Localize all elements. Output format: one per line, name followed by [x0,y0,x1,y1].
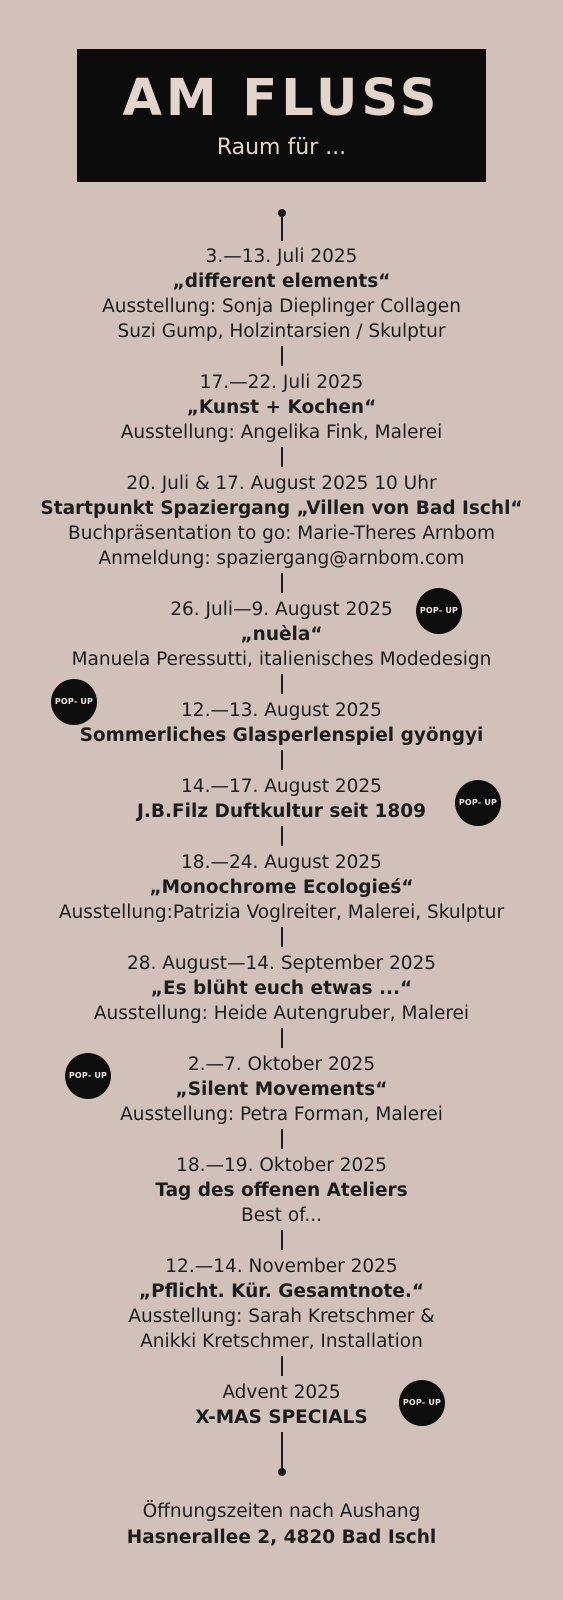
event-1-date: 3.—13. Juli 2025 [205,246,358,267]
event-9-line-1: Ausstellung: Petra Forman, Malerei [120,1104,443,1125]
event-9-title: „Silent Movements“ [175,1079,388,1100]
event-9-date: 2.—7. Oktober 2025 [187,1054,376,1075]
event-1-line-1: Ausstellung: Sonja Dieplinger Collagen [102,296,461,317]
event-7-title: „Monochrome Ecologieś“ [149,877,414,898]
event-1-title: „different elements“ [172,271,391,292]
popup-badge: POP- UP [416,588,462,634]
popup-badge: POP- UP [65,1053,111,1099]
event-12-date: Advent 2025 [222,1382,341,1403]
event-6-title: J.B.Filz Duftkultur seit 1809 [136,801,427,822]
event-3-line-1: Buchpräsentation to go: Marie-Theres Arnbom [68,523,495,544]
event-2-date: 17.—22. Juli 2025 [199,372,364,393]
address: Hasnerallee 2, 4820 Bad Ischl [126,1527,437,1548]
popup-badge: POP- UP [51,679,97,725]
event-7-date: 18.—24. August 2025 [181,852,382,873]
timeline-line [281,927,283,947]
event-5-date: 12.—13. August 2025 [181,700,382,721]
event-11-title: „Pflicht. Kür. Gesamtnote.“ [138,1281,425,1302]
event-8-date: 28. August—14. September 2025 [126,953,437,974]
header-banner [77,49,486,182]
event-2-line-1: Ausstellung: Angelika Fink, Malerei [120,422,443,443]
event-8-line-1: Ausstellung: Heide Autengruber, Malerei [93,1003,470,1024]
timeline-line [281,213,283,241]
popup-badge: POP- UP [455,780,501,826]
timeline-line [281,674,283,694]
page-subtitle: Raum für ... [216,135,347,160]
timeline-line [281,750,283,770]
event-3-title: Startpunkt Spaziergang „Villen von Bad Ischl“ [40,498,523,519]
timeline-line [281,346,283,366]
event-4-line-1: Manuela Peressutti, italienisches Modedesign [71,649,492,670]
opening-hours: Öffnungszeiten nach Aushang [142,1501,421,1522]
timeline-line [281,826,283,846]
timeline-end-dot [278,1468,286,1476]
event-11-line-2: Anikki Kretschmer, Installation [140,1331,423,1352]
event-6-date: 14.—17. August 2025 [181,776,382,797]
event-4-date: 26. Juli—9. August 2025 [170,599,393,620]
event-10-line-1: Best of... [241,1205,322,1226]
timeline-line [281,1432,283,1472]
timeline-line [281,1129,283,1149]
timeline-line [281,447,283,467]
page-title: AM FLUSS [122,69,441,128]
event-12-title: X-MAS SPECIALS [195,1407,368,1428]
event-8-title: „Es blüht euch etwas ...“ [150,978,413,999]
event-2-title: „Kunst + Kochen“ [186,397,377,418]
event-1-line-2: Suzi Gump, Holzintarsien / Skulptur [117,321,446,342]
event-11-line-1: Ausstellung: Sarah Kretschmer & [128,1306,435,1327]
timeline-line [281,1028,283,1048]
event-3-line-2: Anmeldung: spaziergang@arnbom.com [98,548,465,569]
event-10-title: Tag des offenen Ateliers [155,1180,408,1201]
timeline-line [281,573,283,593]
popup-badge: POP- UP [399,1380,445,1426]
event-7-line-1: Ausstellung:Patrizia Voglreiter, Malerei, Skulptur [58,902,505,923]
timeline-line [281,1356,283,1376]
event-10-date: 18.—19. Oktober 2025 [176,1155,387,1176]
event-3-date: 20. Juli & 17. August 2025 10 Uhr [126,473,437,494]
event-4-title: „nuèla“ [240,624,323,645]
timeline-line [281,1230,283,1250]
event-11-date: 12.—14. November 2025 [165,1256,398,1277]
event-5-title: Sommerliches Glasperlenspiel gyöngyi [79,725,484,746]
